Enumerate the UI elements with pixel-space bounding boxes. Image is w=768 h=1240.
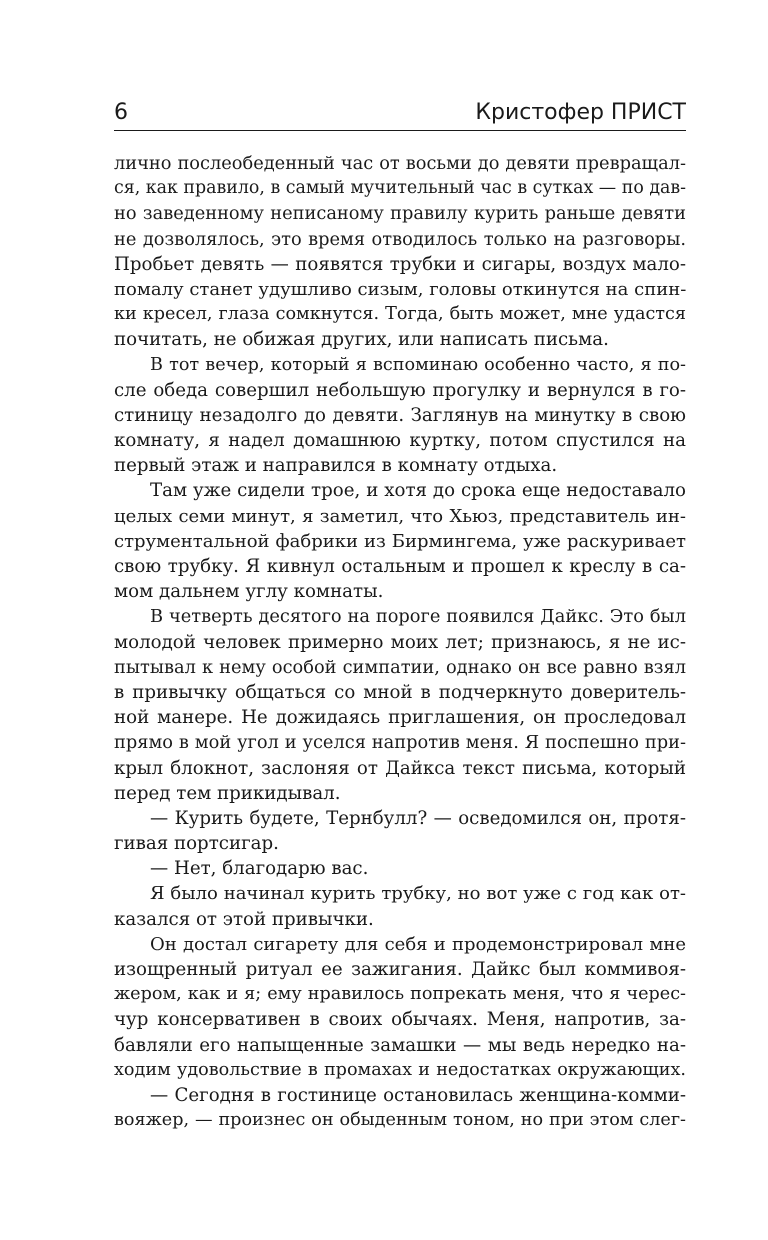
text-line: ной манере. Не дожидаясь приглашения, он проследовал [114, 707, 686, 729]
text-line: стиницу незадолго до девяти. Заглянув на минутку в свою [114, 404, 686, 426]
text-line: почитать, не обижая других, или написать письма. [114, 329, 609, 351]
text-line: первый этаж и направился в комнату отдыха. [114, 455, 558, 477]
text-line: — Нет, благодарю вас. [150, 858, 369, 880]
text-line: В четверть десятого на пороге появился Дайкс. Это был [150, 606, 686, 628]
header-rule [114, 130, 686, 131]
text-line: ки кресел, глаза сомкнутся. Тогда, быть может, мне удастся [114, 304, 686, 325]
text-line: в привычку общаться со мной в подчеркнуто доверитель- [114, 681, 686, 703]
text-line: целых семи минут, я заметил, что Хьюз, представитель ин- [114, 505, 686, 527]
text-line: пытывал к нему особой симпатии, однако он все равно взял [114, 656, 686, 678]
text-line: перед тем прикидывал. [114, 782, 341, 804]
text-line: — Сегодня в гостинице остановилась женщина-комми- [150, 1084, 686, 1106]
text-line: Он достал сигарету для себя и продемонстрировал мне [150, 933, 686, 955]
text-line: свою трубку. Я кивнул остальным и прошел к креслу в са- [114, 556, 686, 577]
text-line: вояжер, — произнес он обыденным тоном, но при этом слег- [114, 1110, 686, 1131]
text-line: чур консервативен в своих обычаях. Меня, напротив, за- [114, 1009, 686, 1031]
text-line: казался от этой привычки. [114, 908, 374, 930]
text-line: мом дальнем углу комнаты. [114, 581, 384, 603]
text-line: бавляли его напыщенные замашки — мы ведь нередко на- [114, 1034, 686, 1056]
text-line: крыл блокнот, заслоняя от Дайкса текст письма, который [114, 757, 686, 779]
text-line: молодой человек примерно моих лет; признаюсь, я не ис- [114, 631, 686, 653]
page-number: 6 [114, 100, 128, 125]
running-header [114, 96, 686, 130]
text-line: не дозволялось, это время отводилось только на разговоры. [114, 228, 686, 250]
text-line: помалу станет удушливо сизым, головы откинутся на спин- [114, 278, 686, 300]
body-text [114, 151, 686, 1133]
text-line: — Курить будете, Тернбулл? — осведомился он, протя- [150, 807, 686, 829]
text-line: лично послеобеденный час от восьми до девяти превращал- [114, 153, 686, 174]
running-title: Кристофер ПРИСТ [475, 100, 686, 125]
text-line: но заведенному неписаному правилу курить раньше девяти [114, 203, 686, 225]
text-line: В тот вечер, который я вспоминаю особенно часто, я по- [150, 354, 686, 375]
text-line: гивая портсигар. [114, 833, 279, 855]
text-line: Пробьет девять — появятся трубки и сигары, воздух мало- [114, 253, 686, 275]
text-line: ся, как правило, в самый мучительный час в сутках — по дав- [114, 178, 686, 199]
text-line: сле обеда совершил небольшую прогулку и вернулся в го- [114, 379, 686, 401]
text-line: Я было начинал курить трубку, но вот уже с год как от- [150, 883, 686, 905]
text-line: прямо в мой угол и уселся напротив меня. Я поспешно при- [114, 732, 686, 754]
text-line: струментальной фабрики из Бирмингема, уже раскуривает [114, 530, 686, 552]
text-line: жером, как и я; ему нравилось попрекать меня, что я черес- [114, 984, 686, 1005]
text-line: изощренный ритуал ее зажигания. Дайкс был коммивоя- [114, 959, 686, 980]
text-line: Там уже сидели трое, и хотя до срока еще недоставало [150, 480, 686, 502]
text-line: комнату, я надел домашнюю куртку, потом спустился на [114, 430, 686, 452]
book-page [114, 96, 686, 1133]
text-line: ходим удовольствие в промахах и недостатках окружающих. [114, 1059, 686, 1080]
